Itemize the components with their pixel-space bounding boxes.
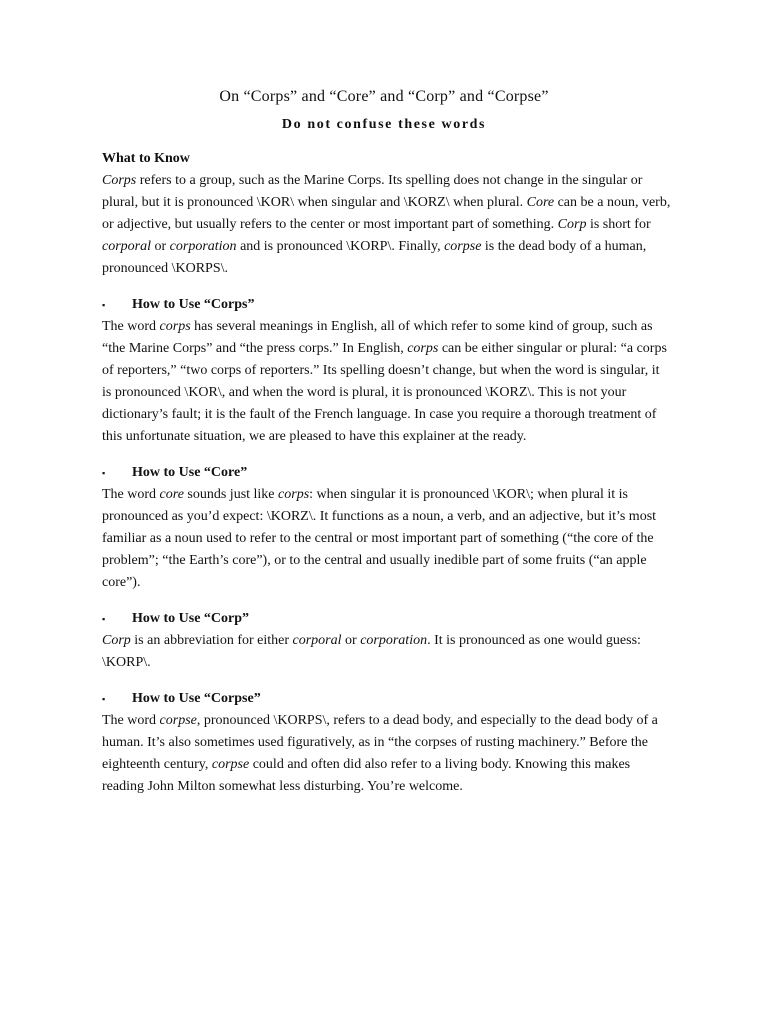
- page-subtitle: Do not confuse these words: [281, 117, 487, 132]
- page-title: On “Corps” and “Core” and “Corp” and “Corpse”: [219, 88, 549, 105]
- bullet-icon: ▪: [102, 468, 106, 478]
- section-paragraph-corps: The word corps has several meanings in English, all of which refer to some kind of group, such as “the Marine Corps” and “the press corps.” In English, corps can be either singular or plural: “a corps of reporters,” “two corps of reporters.” Its spelling doesn’t change, but when the word is singular, it is pronounced \KOR\, and when the word is plural, it is pronounced \KORZ\. This is not your dictionary’s fault; it is the fault of the French language. In case you require a thorough treatment of this unfortunate situation, we are pleased to have this explainer at the ready.: [102, 319, 667, 444]
- section-paragraph-corp: Corp is an abbreviation for either corporal or corporation. It is pronounced as one would guess: \KORP\.: [102, 633, 641, 670]
- section-heading-corpse: ▪ How to Use “Corpse”: [102, 688, 672, 710]
- what-to-know-heading: What to Know: [102, 151, 190, 166]
- bullet-icon: ▪: [102, 614, 106, 624]
- what-to-know-paragraph: Corps refers to a group, such as the Marine Corps. Its spelling does not change in the singular or plural, but it is pronounced \KOR\ when singular and \KORZ\ when plural. Core can be a noun, verb, or adjective, but usually refers to the center or most important part of something. Corp is short for corporal or corporation and is pronounced \KORP\. Finally, corpse is the dead body of a human, pronounced \KORPS\.: [102, 173, 671, 276]
- section-paragraph-core: The word core sounds just like corps: when singular it is pronounced \KOR\; when plural it is pronounced as you’d expect: \KORZ\. It functions as a noun, a verb, and an adjective, but it’s most familiar as a noun used to refer to the central or most important part of something (“the core of the problem”; “the Earth’s core”), or to the central and usually inedible part of some fruits (“an apple core”).: [102, 487, 657, 590]
- bullet-icon: ▪: [102, 694, 106, 704]
- section-paragraph-corpse: The word corpse, pronounced \KORPS\, refers to a dead body, and especially to the dead body of a human. It’s also sometimes used figuratively, as in “the corpses of rusting machinery.” Before the eighteenth century, corpse could and often did also refer to a living body. Knowing this makes reading John Milton somewhat less disturbing. You’re welcome.: [102, 713, 658, 794]
- bullet-icon: ▪: [102, 300, 106, 310]
- document-body: [102, 148, 672, 798]
- section-heading-core: ▪ How to Use “Core”: [102, 462, 672, 484]
- section-heading-corp: ▪ How to Use “Corp”: [102, 608, 672, 630]
- section-heading-corps: ▪ How to Use “Corps”: [102, 294, 672, 316]
